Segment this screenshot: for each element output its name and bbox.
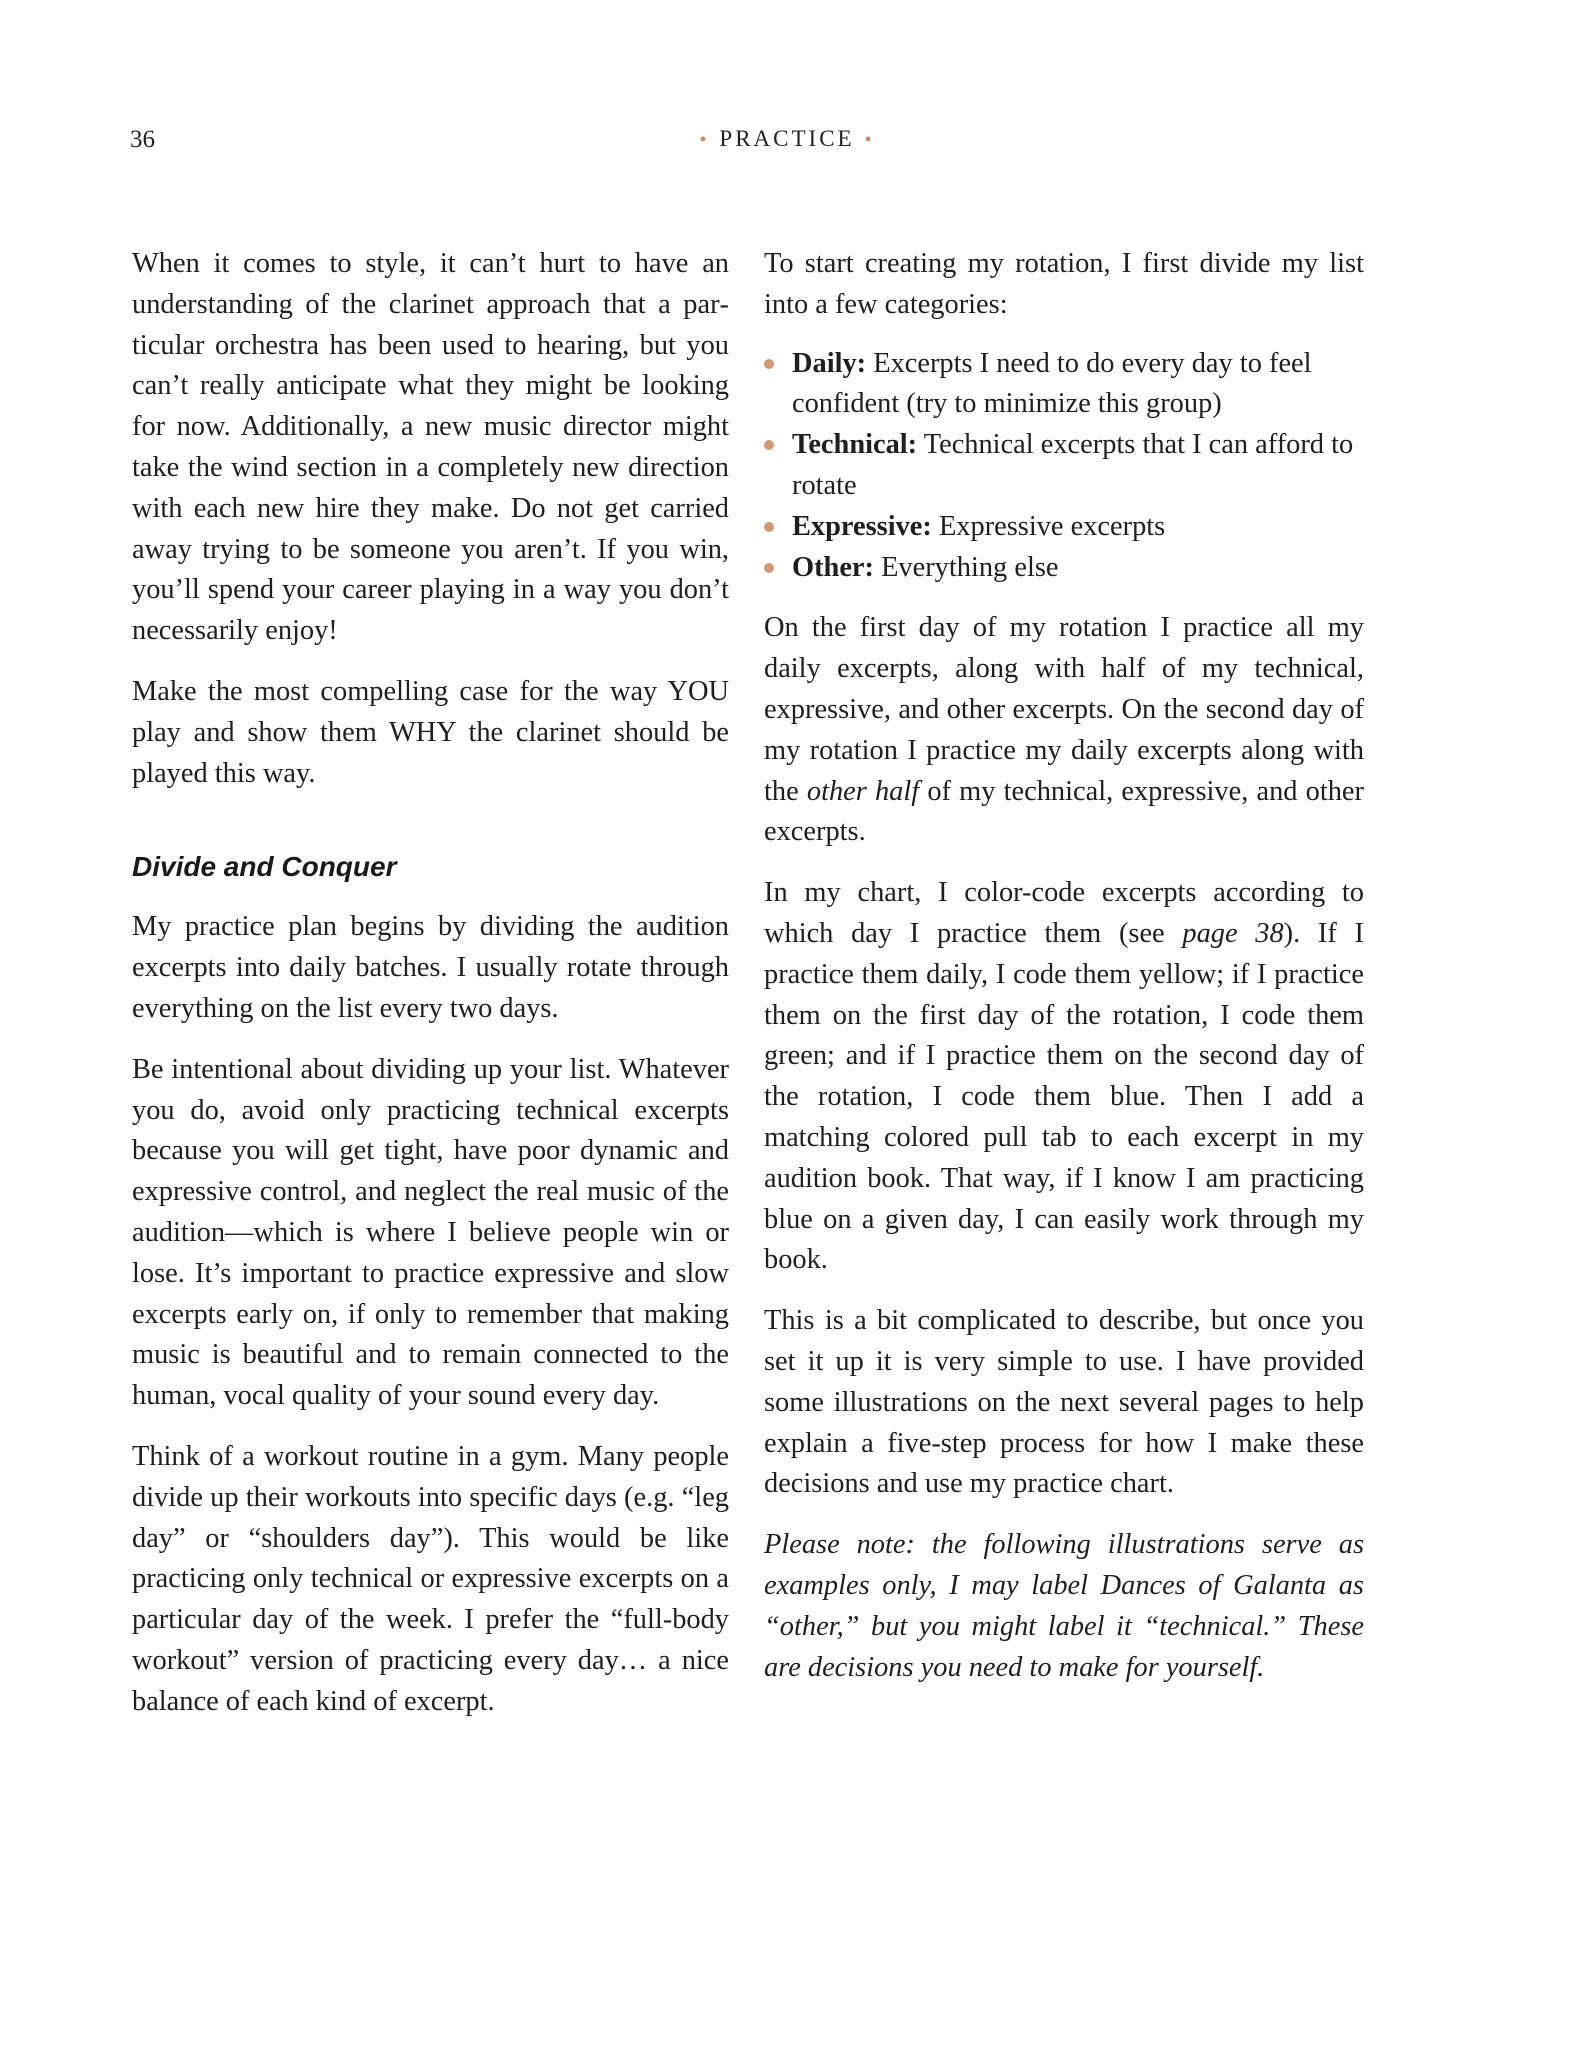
paragraph-color-code bbox=[764, 873, 1364, 1281]
list-item bbox=[764, 425, 1364, 507]
paragraph-rotation-days bbox=[764, 608, 1364, 853]
section-heading: Divide and Conquer bbox=[132, 851, 397, 883]
right-column bbox=[764, 244, 1364, 1708]
bullet-icon bbox=[764, 563, 774, 573]
text-run: In my chart, I color-code excerpts according to which day I practice them (see bbox=[764, 877, 1364, 949]
category-term: Expressive: bbox=[792, 510, 932, 542]
italic-note: Please note: the following illustrations serve as examples only, I may label Dances of Galanta as “other,” but you might label it “technical.” These are decisions you need to make for yourself. bbox=[764, 1529, 1364, 1683]
list-item bbox=[764, 344, 1364, 426]
paragraph-workout: Think of a workout routine in a gym. Many people divide up their workouts into specific days (e.g. “leg day” or “shoulders day”). This would be like practicing only technical or expressive excerpts on a particular day of the week. I prefer the “full-body workout” version of practicing every day… a nice balance of each kind of excerpt. bbox=[132, 1440, 729, 1717]
paragraph-rotation-intro: To start creating my rotation, I first divide my list into a few categories: bbox=[764, 248, 1364, 320]
category-desc: Excerpts I need to do every day to feel confident (try to minimize this group) bbox=[792, 347, 1312, 420]
running-head bbox=[0, 126, 1574, 152]
bullet-icon bbox=[764, 359, 774, 369]
category-term: Other: bbox=[792, 551, 874, 583]
emphasis: other half bbox=[806, 775, 920, 807]
page-reference: page 38 bbox=[1182, 917, 1284, 949]
paragraph-compelling-case: Make the most compelling case for the way YOU play and show them WHY the clarinet should be played this way. bbox=[132, 675, 729, 789]
category-desc: Everything else bbox=[881, 551, 1059, 583]
category-desc: Technical excerpts that I can afford to rotate bbox=[792, 429, 1354, 501]
bullet-icon bbox=[764, 522, 774, 532]
paragraph-practice-plan: My practice plan begins by dividing the audition excerpts into daily batches. I usually rotate through everything on the list every two days. bbox=[132, 911, 729, 1024]
running-head-title: PRACTICE bbox=[719, 126, 855, 151]
left-column bbox=[132, 244, 729, 1743]
list-item bbox=[764, 507, 1364, 548]
list-item bbox=[764, 548, 1364, 589]
ornament-dot-right: • bbox=[864, 129, 875, 151]
text-run: of my technical, expressive, and other excerpts. bbox=[764, 775, 1364, 848]
bullet-icon bbox=[764, 440, 774, 450]
category-desc: Expressive excerpts bbox=[938, 510, 1166, 542]
page-number: 36 bbox=[130, 126, 155, 153]
paragraph-complicated: This is a bit complicated to describe, but once you set it up it is very simple to use. I have provided some illustrations on the next several pages to help explain a five-step process for how I make these decisions and use my practice chart. bbox=[764, 1305, 1364, 1500]
text-run: ). If I practice them daily, I code them yellow; if I practice them on the first day of the rotation, I code them green; and if I practice them on the second day of the rotation, I code them blue. Then I add a matching colored pull tab to each excerpt in my audition book. That way, if I know I am practicing blue on a given day, I can easily work through my book. bbox=[764, 917, 1364, 1276]
category-list bbox=[764, 344, 1364, 589]
text-run: On the first day of my rotation I practice all my daily excerpts, along with half of my technical, expressive, and other excerpts. On the second day of my rotation I practice my daily excerpts along with the bbox=[764, 612, 1364, 807]
paragraph-style: When it comes to style, it can’t hurt to have an understanding of the clarinet approach that a particular orchestra has been used to hearing, but you can’t really anticipate what they might be looking for now. Additionally, a new music director might take the wind section in a completely new direction with each new hire they make. Do not get carried away trying to be someone you aren’t. If you win, you’ll spend your career playing in a way you don’t necessarily enjoy! bbox=[132, 248, 729, 647]
category-term: Daily: bbox=[792, 347, 867, 379]
category-term: Technical: bbox=[792, 429, 918, 461]
paragraph-intentional: Be intentional about dividing up your list. Whatever you do, avoid only practicing technical excerpts because you will get tight, have poor dynamic and expressive control, and neglect the real music of the audition—which is where I believe people win or lose. It’s important to practice expressive and slow excerpts early on, if only to remember that making music is beautiful and to remain connected to the human, vocal quality of your sound every day. bbox=[132, 1053, 729, 1412]
ornament-dot-left: • bbox=[699, 129, 710, 151]
